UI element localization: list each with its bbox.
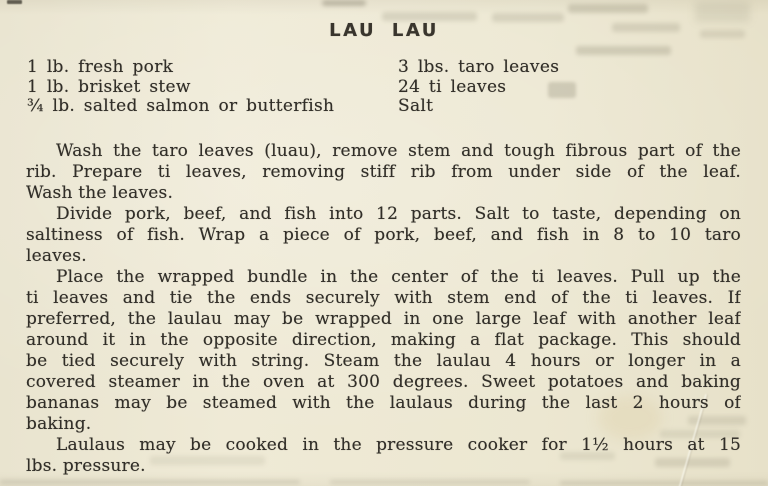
- paragraph-line: ti leaves and tie the ends securely with stem end of the ti leaves. If: [26, 288, 741, 308]
- ingredients-column-left: [27, 58, 334, 117]
- paragraph-line: Divide pork, beef, and fish into 12 parts. Salt to taste, depending on: [56, 204, 741, 224]
- paragraph-line: saltiness of fish. Wrap a piece of pork, beef, and fish in 8 to 10 taro: [26, 225, 741, 245]
- paragraph-line: Place the wrapped bundle in the center of the ti leaves. Pull up the: [56, 267, 741, 287]
- bleedthrough-mark: [560, 481, 768, 485]
- ingredient-item: 24 ti leaves: [398, 76, 507, 97]
- paragraph-line: rib. Prepare ti leaves, removing stiff rib from under side of the leaf.: [26, 162, 741, 182]
- ingredient-item: ¾ lb. salted salmon or butterfish: [27, 96, 335, 117]
- paragraph-line: be tied securely with string. Steam the laulau 4 hours or longer in a: [26, 351, 741, 371]
- bleedthrough-mark: [330, 480, 530, 484]
- paragraph-line: bananas may be steamed with the laulaus during the last 2 hours of: [26, 393, 741, 413]
- bleedthrough-mark: [322, 0, 366, 6]
- ingredient-item: 1 lb. fresh pork: [27, 57, 174, 77]
- paragraph-line: Wash the leaves.: [26, 183, 174, 203]
- bleedthrough-mark: [568, 4, 648, 13]
- instructions-section: [26, 141, 741, 477]
- paragraph-line: baking.: [26, 414, 92, 434]
- bleedthrough-mark: [7, 0, 22, 4]
- ingredients-column-right: [398, 58, 559, 117]
- paragraph-line: lbs. pressure.: [26, 456, 146, 476]
- paragraph-line: covered steamer in the oven at 300 degrees. Sweet potatoes and baking: [26, 372, 741, 392]
- paragraph-line: preferred, the laulau may be wrapped in one large leaf with another leaf: [26, 309, 741, 329]
- bleedthrough-mark: [576, 46, 671, 55]
- ingredient-item: 3 lbs. taro leaves: [398, 57, 560, 77]
- paragraph-line: leaves.: [26, 246, 87, 266]
- bleedthrough-mark: [695, 2, 750, 22]
- paragraph-line: Laulaus may be cooked in the pressure cooker for 1½ hours at 15: [56, 435, 741, 455]
- ingredient-item: Salt: [398, 96, 434, 117]
- paragraph-line: around it in the opposite direction, making a flat package. This should: [26, 330, 741, 350]
- recipe-title: LAU LAU: [329, 20, 439, 41]
- bleedthrough-mark: [0, 480, 300, 484]
- ingredient-item: 1 lb. brisket stew: [27, 76, 191, 97]
- paragraph-line: Wash the taro leaves (luau), remove stem and tough fibrous part of the: [56, 141, 741, 161]
